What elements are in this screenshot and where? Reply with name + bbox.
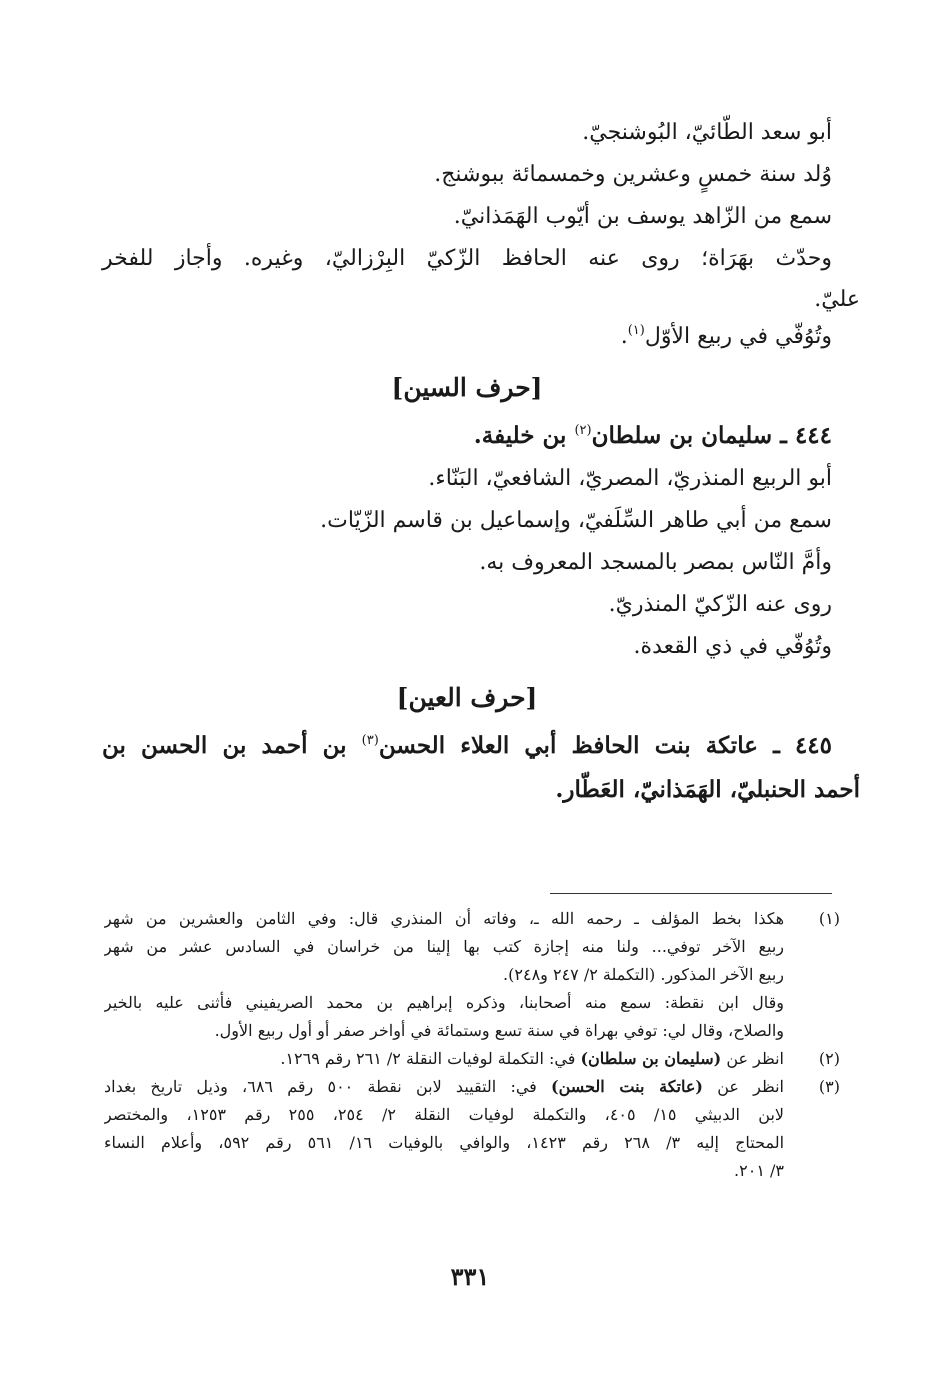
footnote-number: (١) — [818, 909, 840, 928]
text-line: سمع من أبي طاهر السِّلَفيّ، وإسماعيل بن قاسم الزّيّات. — [320, 508, 832, 533]
entry-title-444 — [102, 414, 832, 458]
page-number: ٣٣١ — [450, 1262, 490, 1291]
footnote-text: انظر عن — [721, 1049, 784, 1068]
text-line: وحدّث بهَرَاة؛ روى عنه الحافظ الزّكيّ البِرْزاليّ، وغيره. وأجاز للفخر — [102, 246, 832, 271]
footnote-subject: (سليمان بن سلطان) — [580, 1049, 722, 1068]
footnote-number: (٣) — [818, 1077, 840, 1096]
footnote-line: لابن الدبيثي ١٥/ ٤٠٥، والتكملة لوفيات النقلة ٢/ ٢٥٤، ٢٥٥ رقم ١٢٥٣، والمختصر — [104, 1105, 784, 1124]
footnote-1 — [100, 905, 840, 1045]
entry-title-445-line2: أحمد الحنبليّ، الهَمَذانيّ، العَطّار. — [555, 776, 860, 803]
text-line: سمع من الزّاهد يوسف بن أيّوب الهَمَذانيّ. — [453, 204, 832, 229]
footnote-line: المحتاج إليه ٣/ ٢٦٨ رقم ١٤٢٣، والوافي بالوفيات ١٦/ ٥٦١ رقم ٥٩٢، وأعلام النساء — [104, 1133, 784, 1152]
footnote-2 — [100, 1045, 840, 1073]
text-fragment: . — [620, 324, 628, 349]
text-line — [102, 316, 832, 358]
footnote-line — [104, 1045, 784, 1073]
section-heading-sin: [حرف السين] — [391, 373, 543, 402]
footnote-text: في: التكملة لوفيات النقلة ٢/ ٢٦١ رقم ١٢٦٩. — [280, 1049, 581, 1068]
footnote-line — [104, 1073, 784, 1101]
main-text — [102, 112, 860, 812]
footnotes — [100, 905, 840, 1185]
entry-title-445 — [102, 724, 832, 768]
text-line: عليّ. — [814, 287, 860, 312]
text-line: أبو سعد الطّائيّ، البُوشنجيّ. — [582, 120, 832, 145]
text-line: أبو الربيع المنذريّ، المصريّ، الشافعيّ، البَنّاء. — [428, 466, 832, 491]
footnote-subject: (عاتكة بنت الحسن) — [551, 1077, 703, 1096]
text-line: وأمَّ النّاس بمصر بالمسجد المعروف به. — [479, 550, 832, 575]
footnote-body — [104, 905, 784, 1045]
text-fragment: وتُوُفّي في ربيع الأوّل — [644, 324, 832, 349]
text-line: وتُوُفّي في ذي القعدة. — [633, 634, 832, 659]
text-line: روى عنه الزّكيّ المنذريّ. — [608, 592, 832, 617]
footnote-text: انظر عن — [702, 1077, 784, 1096]
footnote-3 — [100, 1073, 840, 1185]
footnote-number: (٢) — [818, 1049, 840, 1068]
entry-title-text: ٤٤٥ ـ عاتكة بنت الحافظ أبي العلاء الحسن — [378, 732, 833, 759]
footnote-line: هكذا بخط المؤلف ـ رحمه الله ـ، وفاته أن المنذري قال: وفي الثامن والعشرين من شهر — [104, 909, 784, 928]
entry-title-text: ٤٤٤ ـ سليمان بن سلطان — [591, 422, 832, 449]
footnote-separator — [550, 893, 832, 894]
footnote-line: والصلاح، وقال لي: توفي بهراة في سنة تسع وستمائة في أواخر صفر أو أول ربيع الأول. — [214, 1021, 784, 1040]
footnote-ref[interactable]: (١) — [627, 323, 645, 338]
footnote-body — [104, 1045, 784, 1073]
entry-title-text: بن أحمد بن الحسن بن — [102, 732, 362, 759]
footnote-line: وقال ابن نقطة: سمع منه أصحابنا، وذكره إبراهيم بن محمد الصريفيني فأثنى عليه بالخير — [104, 993, 784, 1012]
footnote-body — [104, 1073, 784, 1185]
footnote-line: ٣/ ٢٠١. — [734, 1161, 784, 1180]
footnote-line: ربيع الآخر توفي... ولنا منه إجازة كتب بها إلينا من خراسان في السادس عشر من شهر — [104, 937, 784, 956]
entry-title-text: بن خليفة. — [473, 422, 575, 449]
footnote-text: في: التقييد لابن نقطة ٥٠٠ رقم ٦٨٦، وذيل تاريخ بغداد — [104, 1077, 552, 1096]
text-line: وُلد سنة خمسٍ وعشرين وخمسمائة ببوشنج. — [434, 162, 832, 187]
footnote-ref[interactable]: (٣) — [361, 733, 379, 748]
footnote-ref[interactable]: (٢) — [574, 423, 592, 438]
section-heading-ayn: [حرف العين] — [396, 683, 538, 712]
footnote-line: ربيع الآخر المذكور. (التكملة ٢/ ٢٤٧ و٢٤٨). — [503, 965, 784, 984]
